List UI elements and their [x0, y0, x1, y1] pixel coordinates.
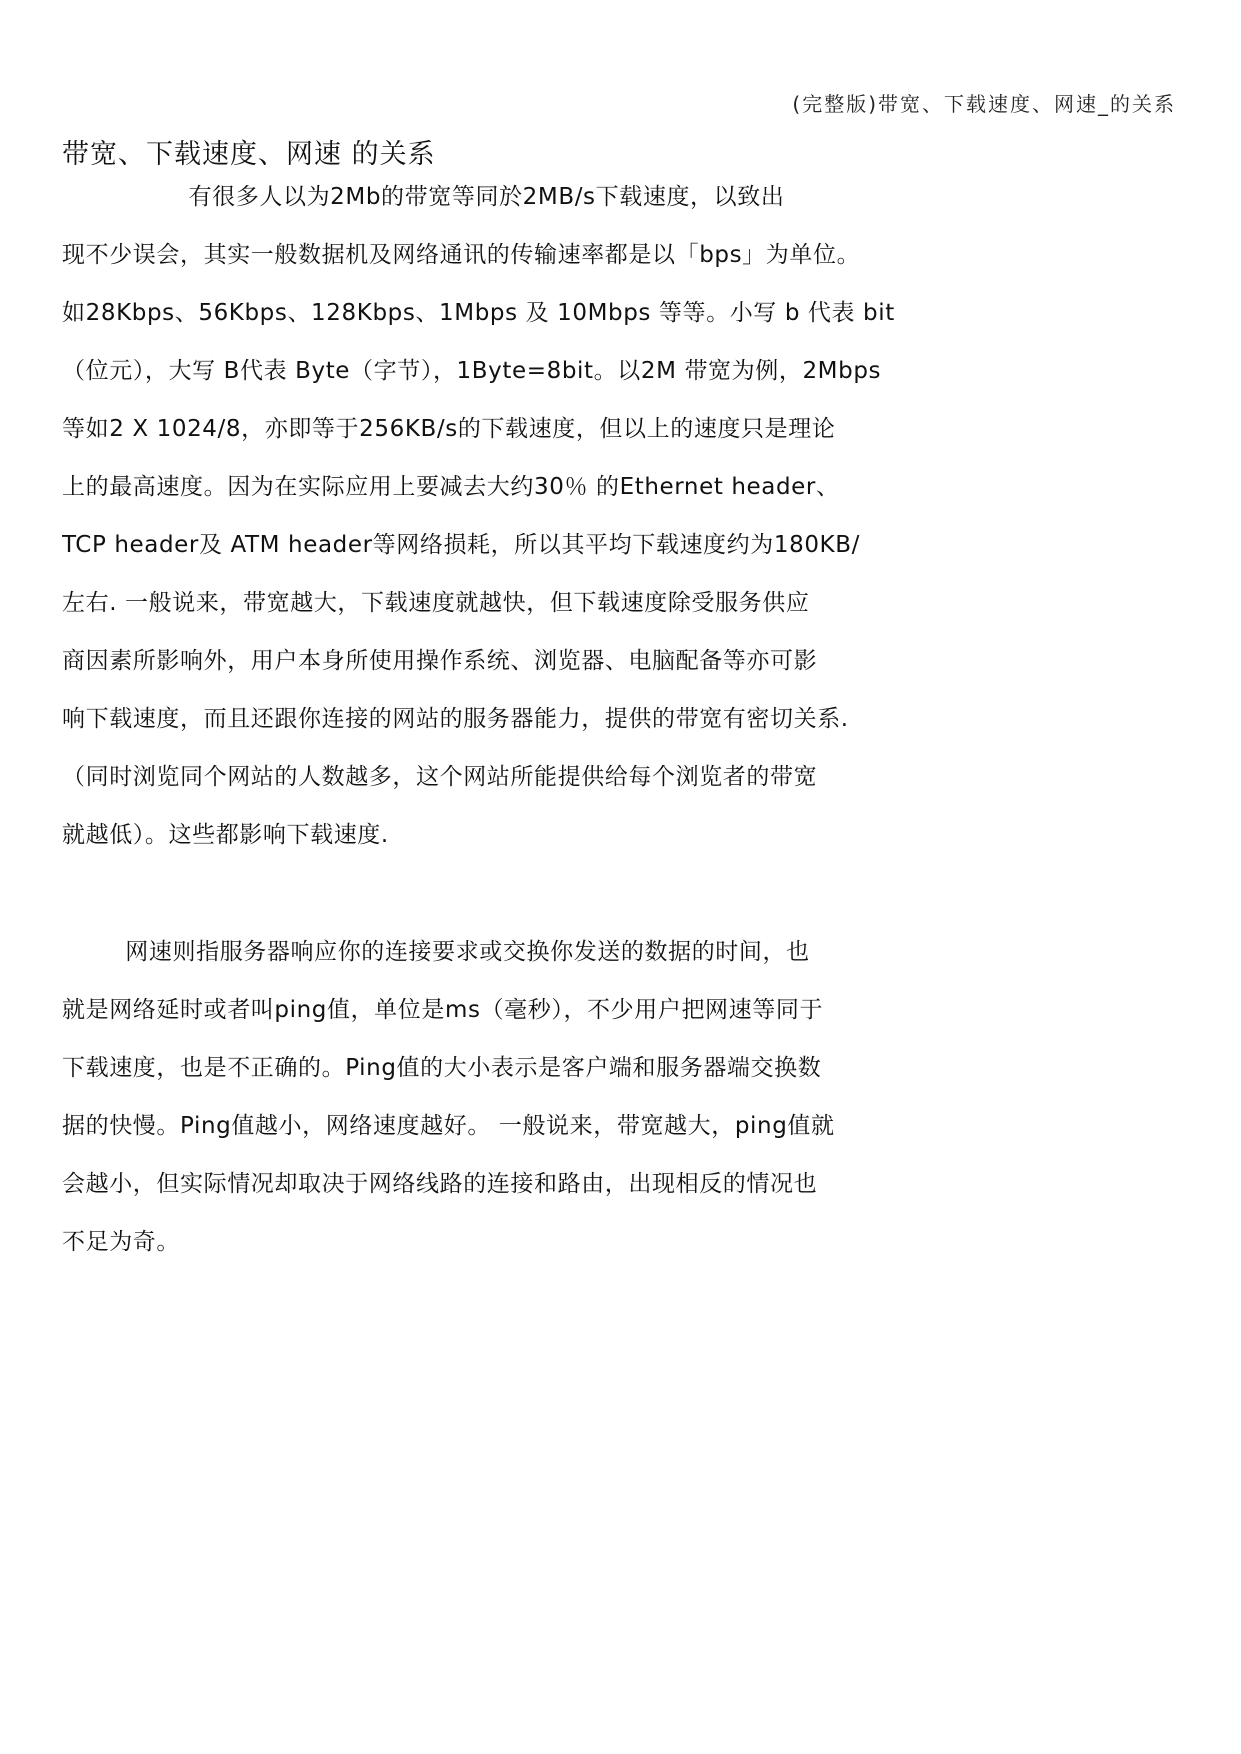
paragraph-1-line: TCP header及 ATM header等网络损耗，所以其平均下载速度约为180KB/ [62, 532, 860, 558]
paragraph-1-line: 左右. 一般说来，带宽越大，下载速度就越快，但下载速度除受服务供应 [62, 590, 810, 616]
document-body [62, 0, 932, 1754]
paragraph-2-line: 就是网络延时或者叫ping值，单位是ms（毫秒），不少用户把网速等同于 [62, 997, 824, 1023]
running-header: (完整版)带宽、下载速度、网速_的关系 [792, 92, 1176, 116]
paragraph-1-line: 就越低）。这些都影响下载速度. [62, 822, 389, 848]
paragraph-1-line: 现不少误会，其实一般数据机及网络通讯的传输速率都是以「bps」为单位。 [62, 242, 861, 268]
paragraph-2-line: 不足为奇。 [62, 1229, 180, 1255]
paragraph-2-line: 据的快慢。Ping值越小，网络速度越好。 一般说来，带宽越大，ping值就 [62, 1113, 835, 1139]
paragraph-2-line: 会越小，但实际情况却取决于网络线路的连接和路由，出现相反的情况也 [62, 1171, 818, 1197]
paragraph-2-line: 网速则指服务器响应你的连接要求或交换你发送的数据的时间，也 [62, 939, 810, 965]
paragraph-1-line: 上的最高速度。因为在实际应用上要减去大约30％ 的Ethernet header、 [62, 474, 840, 500]
paragraph-1-line: 响下载速度，而且还跟你连接的网站的服务器能力，提供的带宽有密切关系. [62, 706, 849, 732]
paragraph-1-line: （同时浏览同个网站的人数越多，这个网站所能提供给每个浏览者的带宽 [62, 764, 818, 790]
paragraph-1-line: 商因素所影响外，用户本身所使用操作系统、浏览器、电脑配备等亦可影 [62, 648, 818, 674]
document-title: 带宽、下载速度、网速 的关系 [62, 139, 436, 170]
paragraph-1-line: 有很多人以为2Mb的带宽等同於2MB/s下载速度，以致出 [62, 184, 785, 210]
paragraph-1-line: （位元），大写 B代表 Byte（字节），1Byte=8bit。以2M 带宽为例，2Mbps [62, 358, 882, 384]
paragraph-2-line: 下载速度，也是不正确的。Ping值的大小表示是客户端和服务器端交换数 [62, 1055, 822, 1081]
paragraph-1-line: 如28Kbps、56Kbps、128Kbps、1Mbps 及 10Mbps 等等。小写 b 代表 bit [62, 300, 895, 326]
paragraph-1-line: 等如2 X 1024/8，亦即等于256KB/s的下载速度，但以上的速度只是理论 [62, 416, 836, 442]
